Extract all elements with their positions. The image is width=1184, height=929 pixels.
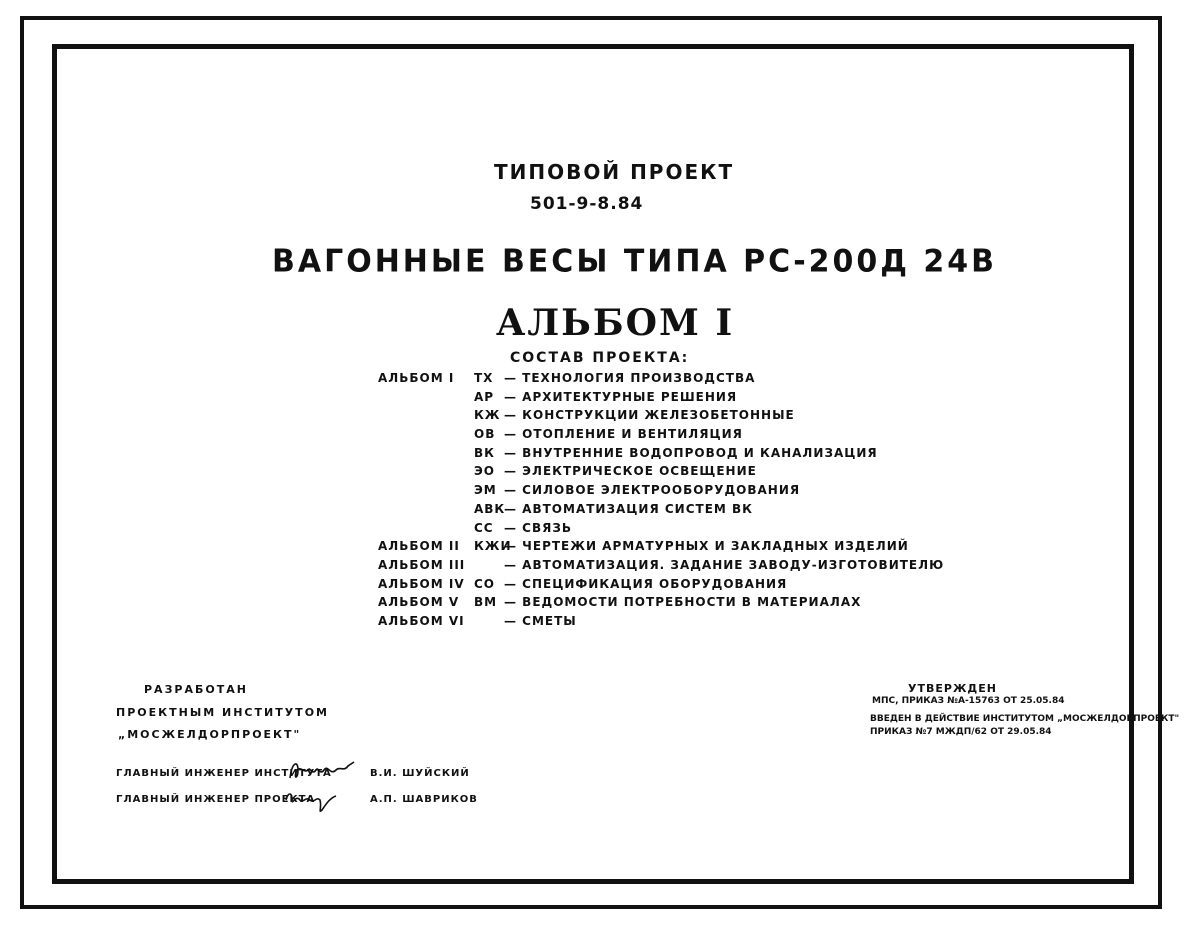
project-code: 501-9-8.84 (530, 194, 644, 214)
section-description: — СИЛОВОЕ ЭЛЕКТРООБОРУДОВАНИЯ (504, 483, 801, 498)
section-description: — ЭЛЕКТРИЧЕСКОЕ ОСВЕЩЕНИЕ (504, 464, 757, 479)
composition-heading: СОСТАВ ПРОЕКТА: (510, 350, 690, 366)
section-description: — АВТОМАТИЗАЦИЯ СИСТЕМ ВК (504, 501, 753, 516)
album-label: АЛЬБОМ VI (378, 613, 465, 628)
album-label: АЛЬБОМ IV (378, 576, 465, 591)
album-label: АЛЬБОМ II (378, 539, 460, 554)
developer-name: „МОСЖЕЛДОРПРОЕКТ" (118, 728, 302, 741)
section-description: — СПЕЦИФИКАЦИЯ ОБОРУДОВАНИЯ (504, 576, 788, 591)
introduction-order: ПРИКАЗ №7 МЖДП/62 ОТ 29.05.84 (870, 727, 1052, 737)
section-code: АВК (474, 501, 506, 516)
main-title: ВАГОННЫЕ ВЕСЫ ТИПА РС-200Д 24В (272, 243, 998, 280)
section-code: ВК (474, 445, 495, 460)
section-code: СС (474, 520, 494, 535)
section-code: ТХ (474, 371, 494, 385)
section-description: — ОТОПЛЕНИЕ И ВЕНТИЛЯЦИЯ (504, 427, 743, 442)
album-label: АЛЬБОМ I (378, 371, 455, 385)
signature-name: А.П. ШАВРИКОВ (370, 794, 478, 805)
signature-name: В.И. ШУЙСКИЙ (370, 768, 470, 779)
approved-label: УТВЕРЖДЕН (908, 682, 997, 695)
section-code: ЭО (474, 464, 496, 479)
section-code: СО (474, 576, 496, 591)
section-description: — АВТОМАТИЗАЦИЯ. ЗАДАНИЕ ЗАВОДУ-ИЗГОТОВИТЕЛЮ (504, 557, 945, 572)
section-code: ВМ (474, 595, 498, 610)
section-code: ЭМ (474, 483, 497, 498)
signature-role: ГЛАВНЫЙ ИНЖЕНЕР ПРОЕКТА (116, 794, 316, 805)
signature-role: ГЛАВНЫЙ ИНЖЕНЕР ИНСТИТУТА (116, 768, 332, 779)
section-description: — ТЕХНОЛОГИЯ ПРОИЗВОДСТВА (504, 371, 756, 385)
developed-institute: ПРОЕКТНЫМ ИНСТИТУТОМ (116, 706, 329, 719)
section-code: ОВ (474, 427, 496, 442)
album-label: АЛЬБОМ III (378, 557, 466, 572)
section-description: — СМЕТЫ (504, 613, 577, 628)
section-description: — КОНСТРУКЦИИ ЖЕЛЕЗОБЕТОННЫЕ (504, 408, 795, 423)
album-title: АЛЬБОМ I (496, 302, 735, 344)
introduced-note: ВВЕДЕН В ДЕЙСТВИЕ ИНСТИТУТОМ „МОСЖЕЛДОРПРОЕКТ" (870, 714, 1180, 724)
section-description: — ВЕДОМОСТИ ПОТРЕБНОСТИ В МАТЕРИАЛАХ (504, 595, 862, 610)
section-code: КЖИ (474, 539, 512, 554)
document-type-title: ТИПОВОЙ ПРОЕКТ (494, 160, 735, 184)
developed-label: РАЗРАБОТАН (144, 683, 248, 696)
handwritten-signature-icon (286, 756, 358, 786)
section-code: АР (474, 389, 495, 404)
section-description: — ВНУТРЕННИЕ ВОДОПРОВОД И КАНАЛИЗАЦИЯ (504, 445, 878, 460)
album-label: АЛЬБОМ V (378, 595, 460, 610)
approval-order: МПС, ПРИКАЗ №А-15763 ОТ 25.05.84 (872, 696, 1065, 706)
section-description: — СВЯЗЬ (504, 520, 573, 535)
handwritten-signature-icon (282, 786, 342, 816)
section-description: — АРХИТЕКТУРНЫЕ РЕШЕНИЯ (504, 389, 738, 404)
section-code: КЖ (474, 408, 501, 423)
section-description: — ЧЕРТЕЖИ АРМАТУРНЫХ И ЗАКЛАДНЫХ ИЗДЕЛИЙ (504, 539, 909, 554)
